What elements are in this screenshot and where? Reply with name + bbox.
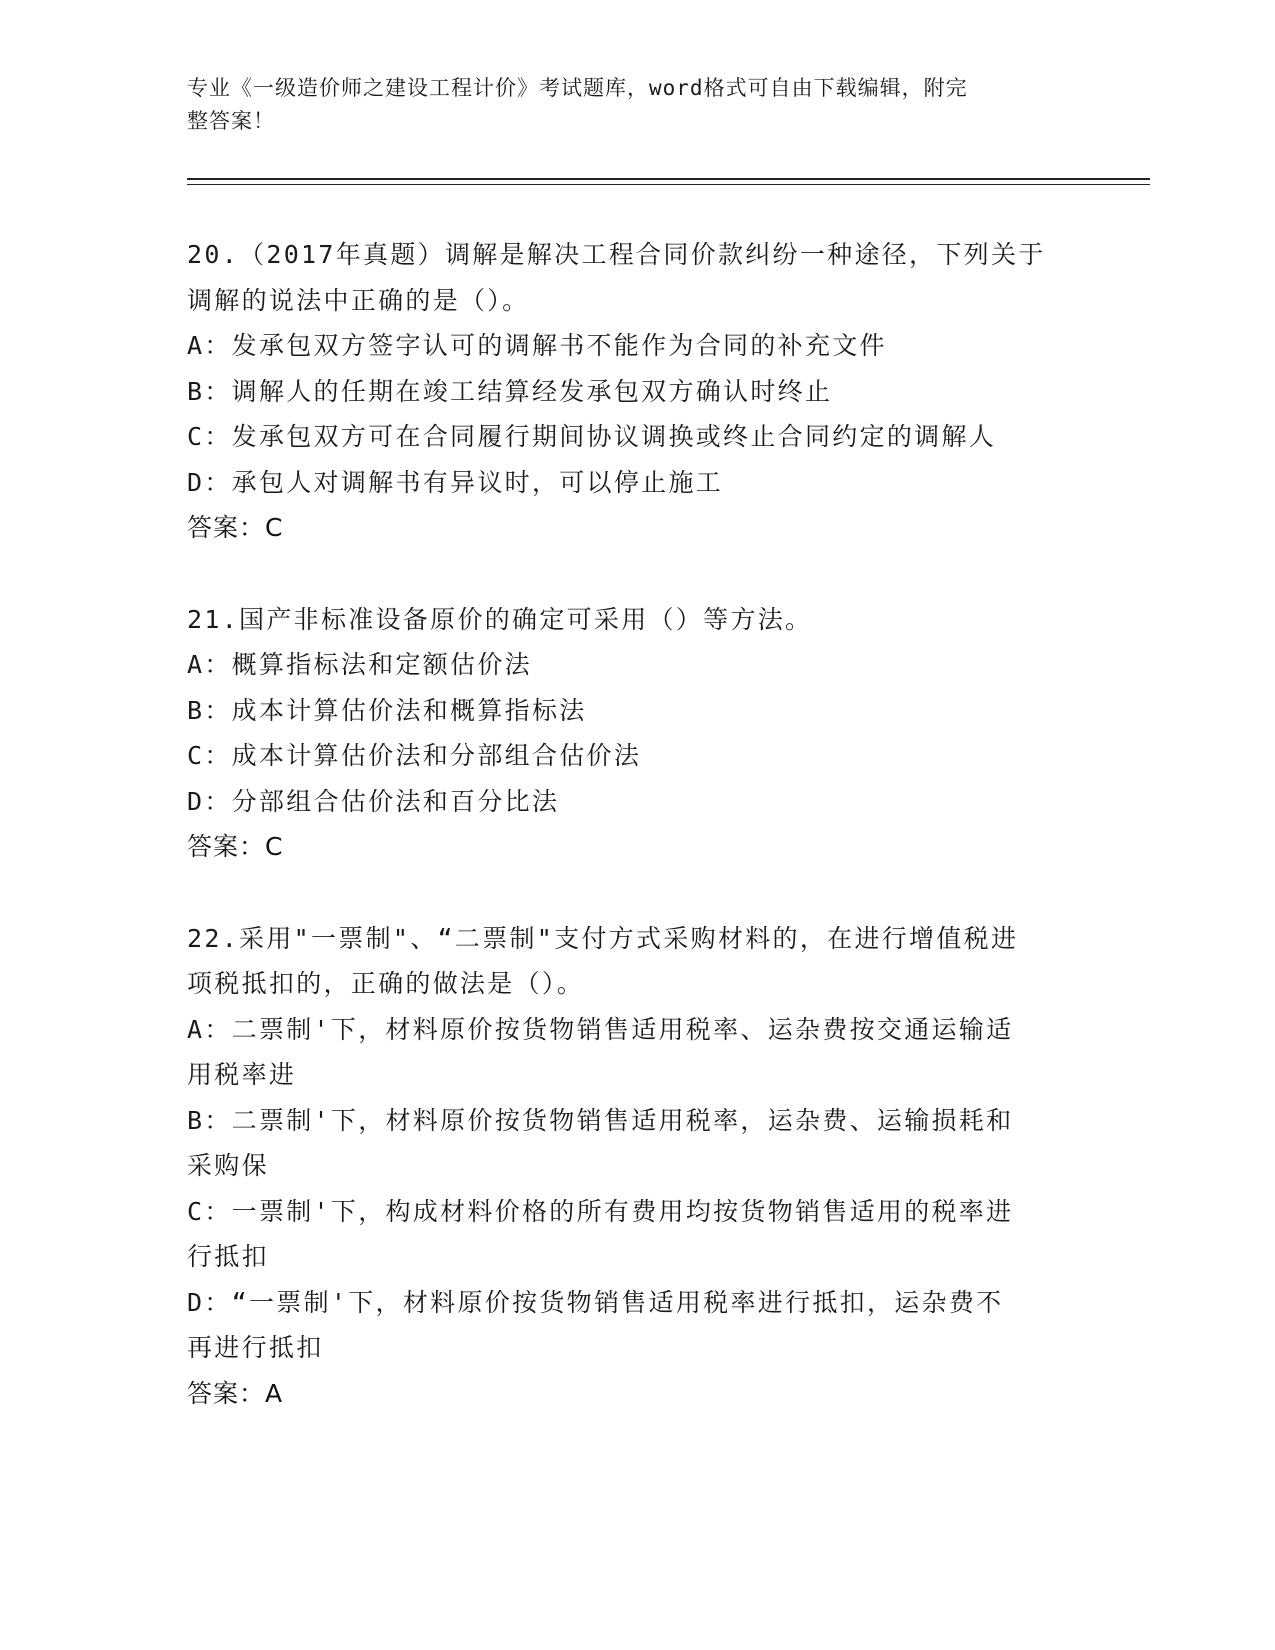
question-22 <box>187 916 1087 1417</box>
question-stem-line: 20.（2017年真题）调解是解决工程合同价款纠纷一种途径，下列关于 <box>187 240 1046 269</box>
answer: 答案：C <box>187 513 284 542</box>
question-stem-line: 调解的说法中正确的是（）。 <box>187 285 530 315</box>
option-c: C：发承包双方可在合同履行期间协议调换或终止合同约定的调解人 <box>187 422 997 451</box>
question-stem-line: 项税抵扣的，正确的做法是（）。 <box>187 969 585 998</box>
question-list <box>187 232 1087 1462</box>
option-a: A：发承包双方签字认可的调解书不能作为合同的补充文件 <box>187 331 887 360</box>
header-line-1: 专业《一级造价师之建设工程计价》考试题库，word格式可自由下载编辑，附完 <box>187 76 968 100</box>
option-d: D：“一票制'下，材料原价按货物销售适用税率进行抵扣，运杂费不 <box>187 1287 1004 1317</box>
option-b: B：成本计算估价法和概算指标法 <box>187 695 587 725</box>
option-b: B：二票制'下，材料原价按货物销售适用税率，运杂费、运输损耗和 <box>187 1105 1014 1135</box>
document-header <box>187 72 1067 138</box>
option-a: A：概算指标法和定额估价法 <box>187 650 532 679</box>
header-divider-thick <box>187 178 1150 180</box>
question-stem-line: 21.国产非标准设备原价的确定可采用（）等方法。 <box>187 604 813 634</box>
option-c-continued: 行抵扣 <box>187 1242 269 1271</box>
option-d: D：分部组合估价法和百分比法 <box>187 786 560 816</box>
answer: 答案：A <box>187 1378 284 1408</box>
question-21 <box>187 597 1087 870</box>
option-c: C：一票制'下，构成材料价格的所有费用均按货物销售适用的税率进 <box>187 1196 1014 1226</box>
option-a: A：二票制'下，材料原价按货物销售适用税率、运杂费按交通运输适 <box>187 1014 1014 1044</box>
option-d: D：承包人对调解书有异议时，可以停止施工 <box>187 467 724 497</box>
option-b-continued: 采购保 <box>187 1151 269 1180</box>
question-20 <box>187 232 1087 551</box>
option-a-continued: 用税率进 <box>187 1060 297 1089</box>
header-line-2: 整答案！ <box>187 109 275 133</box>
header-divider-thin <box>187 184 1150 185</box>
answer: 答案：C <box>187 832 284 861</box>
option-d-continued: 再进行抵扣 <box>187 1333 324 1362</box>
option-b: B：调解人的任期在竣工结算经发承包双方确认时终止 <box>187 376 833 406</box>
question-stem-line: 22.采用"一票制"、“二票制"支付方式采购材料的，在进行增值税进 <box>187 923 1019 953</box>
option-c: C：成本计算估价法和分部组合估价法 <box>187 741 642 770</box>
